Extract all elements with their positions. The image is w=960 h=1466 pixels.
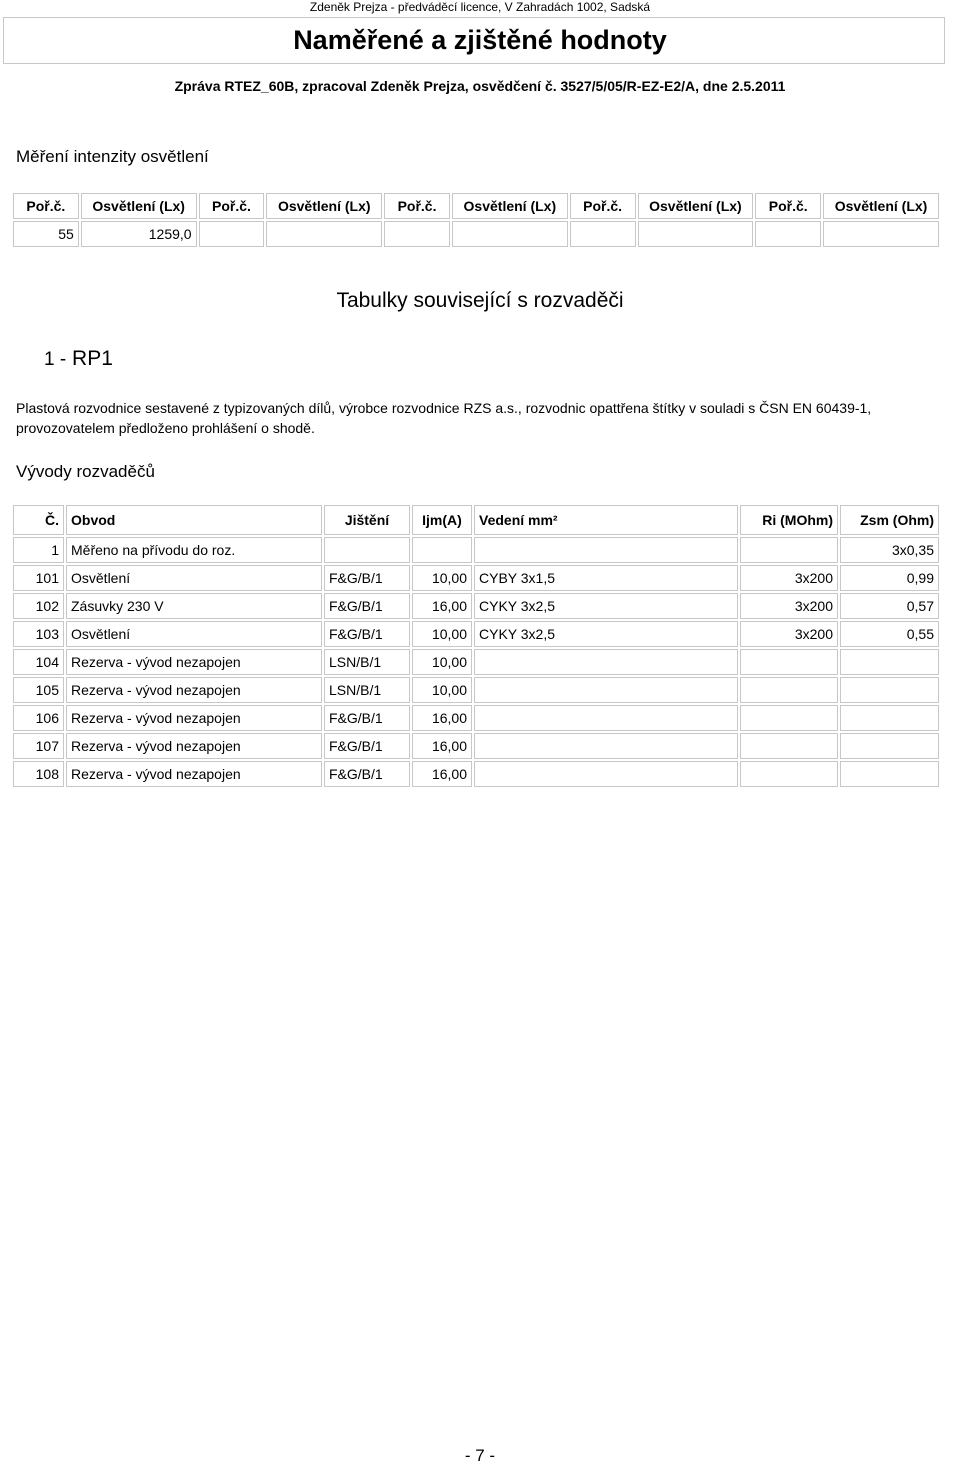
- outlet-zsm-cell: [840, 649, 939, 675]
- empty-cell: [823, 221, 939, 247]
- outlet-ri-cell: [740, 705, 838, 731]
- col-lux-header: Osvětlení (Lx): [638, 193, 754, 219]
- page-number: - 7 -: [464, 1446, 496, 1465]
- panel-number: 1 -: [44, 349, 67, 370]
- outlet-no-cell: 1: [13, 537, 64, 563]
- outlet-ijm-cell: [412, 537, 472, 563]
- outlet-zsm-cell: 0,99: [840, 565, 939, 591]
- table-row: [13, 733, 939, 759]
- outlet-cable-cell: [474, 537, 738, 563]
- empty-cell: [755, 221, 821, 247]
- col-ri-header: Ri (MOhm): [740, 505, 838, 535]
- table-row: [13, 649, 939, 675]
- panel-name: RP1: [72, 347, 113, 370]
- lighting-header-row: [13, 193, 939, 219]
- outlet-protection-cell: LSN/B/1: [324, 649, 410, 675]
- lighting-section-title: Měření intenzity osvětlení: [16, 147, 209, 166]
- col-no-header: Č.: [13, 505, 64, 535]
- col-lux-header: Osvětlení (Lx): [266, 193, 382, 219]
- outlet-protection-cell: F&G/B/1: [324, 593, 410, 619]
- outlet-no-cell: 101: [13, 565, 64, 591]
- outlets-title: Vývody rozvaděčů: [16, 462, 155, 481]
- lighting-table: [11, 191, 941, 249]
- outlet-circuit-cell: Rezerva - vývod nezapojen: [66, 761, 322, 787]
- empty-cell: [570, 221, 636, 247]
- outlet-circuit-cell: Rezerva - vývod nezapojen: [66, 733, 322, 759]
- table-row: [13, 761, 939, 787]
- lighting-data-row: [13, 221, 939, 247]
- outlet-cable-cell: [474, 733, 738, 759]
- page-title: Naměřené a zjištěné hodnoty: [293, 25, 667, 55]
- outlet-circuit-cell: Rezerva - vývod nezapojen: [66, 649, 322, 675]
- outlet-cable-cell: CYKY 3x2,5: [474, 593, 738, 619]
- outlet-no-cell: 104: [13, 649, 64, 675]
- outlet-zsm-cell: [840, 761, 939, 787]
- outlet-cable-cell: [474, 705, 738, 731]
- outlet-circuit-cell: Měřeno na přívodu do roz.: [66, 537, 322, 563]
- table-row: [13, 677, 939, 703]
- outlet-cable-cell: [474, 761, 738, 787]
- panel-description: Plastová rozvodnice sestavené z typizovaných dílů, výrobce rozvodnice RZS a.s., rozvodnic opattřena štítky v souladi s ČSN EN 60439-1, provozovatelem předloženo prohlášení o shodě.: [16, 400, 872, 436]
- col-ijm-header: Ijm(A): [412, 505, 472, 535]
- outlet-zsm-cell: [840, 677, 939, 703]
- outlet-protection-cell: F&G/B/1: [324, 733, 410, 759]
- outlet-ri-cell: [740, 761, 838, 787]
- outlet-ijm-cell: 16,00: [412, 761, 472, 787]
- report-info: Zpráva RTEZ_60B, zpracoval Zdeněk Prejza, osvědčení č. 3527/5/05/R-EZ-E2/A, dne 2.5.2011: [174, 78, 786, 94]
- empty-cell: [199, 221, 265, 247]
- outlet-zsm-cell: [840, 733, 939, 759]
- outlet-ri-cell: 3x200: [740, 593, 838, 619]
- outlet-circuit-cell: Zásuvky 230 V: [66, 593, 322, 619]
- col-protection-header: Jištění: [324, 505, 410, 535]
- outlet-no-cell: 105: [13, 677, 64, 703]
- table-row: [13, 537, 939, 563]
- col-lux-header: Osvětlení (Lx): [81, 193, 197, 219]
- col-no-header: Poř.č.: [199, 193, 265, 219]
- col-no-header: Poř.č.: [755, 193, 821, 219]
- table-row: [13, 565, 939, 591]
- outlet-cable-cell: [474, 649, 738, 675]
- outlet-ijm-cell: 10,00: [412, 565, 472, 591]
- lighting-lux-cell: 1259,0: [81, 221, 197, 247]
- outlet-no-cell: 102: [13, 593, 64, 619]
- outlets-header-row: [13, 505, 939, 535]
- outlet-no-cell: 106: [13, 705, 64, 731]
- outlet-zsm-cell: 0,57: [840, 593, 939, 619]
- empty-cell: [266, 221, 382, 247]
- outlet-circuit-cell: Osvětlení: [66, 621, 322, 647]
- table-row: [13, 621, 939, 647]
- outlet-ri-cell: [740, 649, 838, 675]
- outlet-protection-cell: F&G/B/1: [324, 565, 410, 591]
- outlet-ri-cell: [740, 677, 838, 703]
- outlet-circuit-cell: Rezerva - vývod nezapojen: [66, 677, 322, 703]
- col-zsm-header: Zsm (Ohm): [840, 505, 939, 535]
- col-no-header: Poř.č.: [384, 193, 450, 219]
- company-header: Zdeněk Prejza - předváděcí licence, V Zahradách 1002, Sadská: [309, 0, 651, 14]
- outlet-ijm-cell: 16,00: [412, 733, 472, 759]
- outlet-protection-cell: [324, 537, 410, 563]
- outlet-no-cell: 107: [13, 733, 64, 759]
- outlet-circuit-cell: Osvětlení: [66, 565, 322, 591]
- outlet-ijm-cell: 10,00: [412, 621, 472, 647]
- outlet-zsm-cell: 0,55: [840, 621, 939, 647]
- outlet-zsm-cell: [840, 705, 939, 731]
- outlet-ri-cell: 3x200: [740, 565, 838, 591]
- tables-section-title: Tabulky související s rozvaděči: [336, 289, 624, 312]
- empty-cell: [638, 221, 754, 247]
- outlet-cable-cell: CYKY 3x2,5: [474, 621, 738, 647]
- empty-cell: [384, 221, 450, 247]
- col-no-header: Poř.č.: [570, 193, 636, 219]
- table-row: [13, 705, 939, 731]
- lighting-no-cell: 55: [13, 221, 79, 247]
- empty-cell: [452, 221, 568, 247]
- col-cable-header: Vedení mm²: [474, 505, 738, 535]
- outlet-ri-cell: 3x200: [740, 621, 838, 647]
- panel-heading: [44, 345, 113, 374]
- col-lux-header: Osvětlení (Lx): [823, 193, 939, 219]
- col-no-header: Poř.č.: [13, 193, 79, 219]
- outlet-circuit-cell: Rezerva - vývod nezapojen: [66, 705, 322, 731]
- outlet-protection-cell: F&G/B/1: [324, 761, 410, 787]
- outlets-table: [11, 503, 941, 789]
- outlet-zsm-cell: 3x0,35: [840, 537, 939, 563]
- outlet-cable-cell: [474, 677, 738, 703]
- outlet-protection-cell: F&G/B/1: [324, 621, 410, 647]
- outlet-ijm-cell: 10,00: [412, 677, 472, 703]
- outlet-cable-cell: CYBY 3x1,5: [474, 565, 738, 591]
- outlet-no-cell: 108: [13, 761, 64, 787]
- outlet-ri-cell: [740, 733, 838, 759]
- table-row: [13, 593, 939, 619]
- outlet-no-cell: 103: [13, 621, 64, 647]
- outlet-protection-cell: LSN/B/1: [324, 677, 410, 703]
- col-circuit-header: Obvod: [66, 505, 322, 535]
- outlet-protection-cell: F&G/B/1: [324, 705, 410, 731]
- outlet-ri-cell: [740, 537, 838, 563]
- col-lux-header: Osvětlení (Lx): [452, 193, 568, 219]
- outlet-ijm-cell: 16,00: [412, 593, 472, 619]
- outlet-ijm-cell: 10,00: [412, 649, 472, 675]
- outlet-ijm-cell: 16,00: [412, 705, 472, 731]
